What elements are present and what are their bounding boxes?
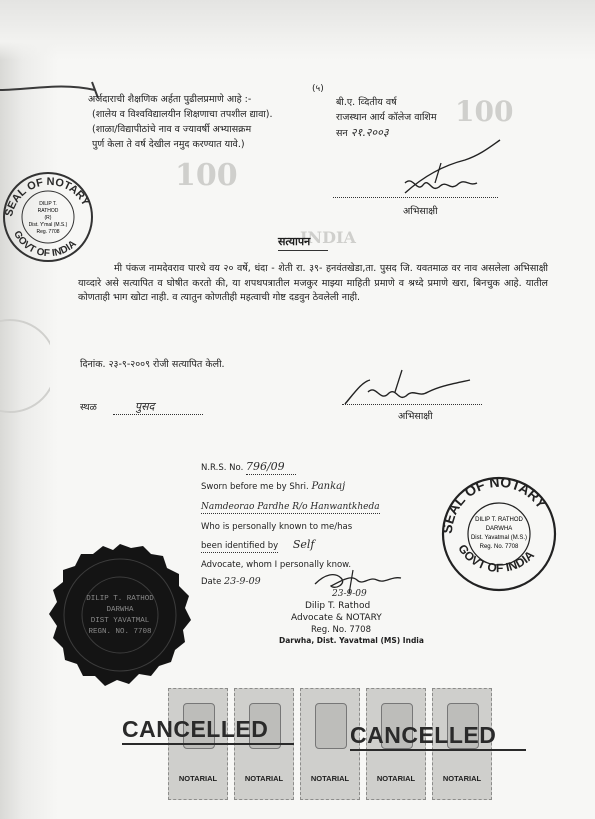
seal-center-line: DILIP T. RATHOD (475, 517, 523, 523)
sworn-label: Sworn before me by Shri. (201, 482, 309, 492)
sworn-name-line2: Namdeorao Pardhe R/o Hanwantkheda (201, 502, 380, 512)
identified-value: Self (292, 538, 315, 551)
nrs-field (201, 461, 296, 475)
seal-center-line: Reg. 7708 (36, 229, 60, 235)
watermark-rupees: 100 (175, 158, 238, 193)
qualification-note: (शालेय व विश्वविद्यालयीन शिक्षणाचा तपशील द्यावा). (92, 109, 273, 120)
seal-center-line: (R) (44, 215, 52, 221)
watermark-india: INDIA (300, 228, 356, 247)
seal-text: SEAL OF NOTARY (3, 175, 92, 218)
witness-label: अभिसाक्षी (398, 411, 433, 422)
qualification-label: अर्जदाराची शैक्षणिक अर्हता पुढीलप्रमाणे आहे :- (88, 94, 252, 105)
witness-signature (340, 362, 480, 410)
embossed-line: REGN. NO. 7708 (88, 628, 152, 636)
notary-title: Advocate & NOTARY (291, 613, 382, 623)
witness-line (342, 404, 482, 405)
affidavit-date-line: दिनांक. २३-९-२००९ रोजी सत्यापित केली. (80, 359, 225, 370)
watermark-rupees: 100 (455, 95, 514, 128)
seal-center-line: DILIP T. (39, 201, 57, 207)
embossed-line: DIST YAVATMAL (90, 617, 150, 625)
notary-address: Darwha, Dist. Yavatmal (MS) India (279, 636, 424, 645)
date-value: 23-9-09 (224, 576, 261, 587)
stamp-label: NOTARIAL (376, 774, 416, 783)
witness-signature (395, 135, 510, 205)
ashoka-emblem-icon (315, 703, 347, 749)
cancelled-underline (122, 743, 294, 745)
place-label: स्थळ (80, 402, 97, 413)
embossed-line: DARWHA (106, 606, 134, 614)
seal-center-line: Dist. Yavatmal (M.S.) (470, 535, 528, 541)
identified-field (201, 539, 314, 553)
seal-center-line: RATHOD (37, 208, 59, 214)
witness-label: अभिसाक्षी (403, 206, 438, 217)
place-field (80, 400, 203, 415)
qualification-note: (शाळा/विद्यापीठांचे नाव व ज्यावर्षी अभ्यासक्रम (92, 124, 252, 135)
affidavit-title: सत्यापन (278, 235, 311, 248)
place-value-line (113, 400, 203, 415)
seal-text: GOVT OF INDIA (11, 229, 79, 260)
embossed-line: DILIP T. RATHOD (86, 595, 154, 603)
degree: बी.ए. व्दितीय वर्ष (336, 97, 397, 108)
year-label: सन (336, 128, 348, 139)
stamp-label: NOTARIAL (244, 774, 284, 783)
faint-seal-ghost (0, 308, 50, 423)
sworn-field (201, 481, 345, 493)
stamp-label: NOTARIAL (310, 774, 350, 783)
notary-name: Dilip T. Rathod (305, 601, 371, 611)
qualification-note: पुर्ण केला ते वर्ष देखील नमुद करण्यात यावे.) (92, 139, 245, 150)
seal-center-line: DARWHA (485, 526, 513, 532)
seal-center-line: Reg. No. 7708 (479, 544, 519, 550)
place-value: पुसद (134, 400, 155, 413)
page-number: (५) (312, 84, 324, 94)
identified-label: been identified by (201, 541, 279, 551)
advocate-line: Advocate, whom I personally know. (201, 560, 352, 570)
date-field (201, 576, 261, 588)
cancelled-stamp: CANCELLED (122, 716, 269, 742)
sworn-name: Pankaj (311, 481, 346, 492)
seal-text: GOVT OF INDIA (455, 541, 537, 576)
stamp-label: NOTARIAL (178, 774, 218, 783)
cancelled-stamp: CANCELLED (350, 722, 497, 748)
cancelled-underline (350, 749, 526, 751)
top-fold (0, 0, 595, 60)
title-underline (278, 250, 328, 251)
notary-reg: Reg. No. 7708 (311, 625, 371, 635)
notary-seal-right (438, 470, 560, 595)
date-label: Date (201, 577, 222, 587)
notary-seal-left (0, 155, 95, 275)
nrs-value: 796/09 (245, 460, 285, 473)
sworn-name-line2-wrap (201, 501, 380, 514)
known-line: Who is personally known to me/has (201, 522, 353, 532)
embossed-seal (45, 540, 195, 690)
nrs-label: N.R.S. No. (201, 463, 244, 473)
year-value: २१.२००३ (350, 126, 389, 139)
seal-center-line: Dist. Y'mal (M.S.) (28, 222, 68, 228)
affidavit-paragraph: मी पंकज नामदेवराव पारधे वय २० वर्षे, धंदा - शेती रा. ३९- हनवंतखेडा,ता. पुसद जि. यवतमाळ वर नाव असलेला अभिसाक्षी याव्दारे असे सत्यापित व घोषीत करतो की, या शपथपत्रातील मजकुर माझ्या माहिती प्रमाणे व श्रध्दे प्रमाणे खरा, बिनचुक आहे. यातील कोणताही भाग खोटा नाही. व त्यातुन कोणतीही महत्वाची गोष्ट दडवुन ठेवलेली नाही. (78, 263, 548, 303)
witness-line (333, 197, 498, 198)
college: राजस्थान आर्य कॉलेज वाशिम (336, 112, 437, 123)
seal-text: SEAL OF NOTARY (438, 473, 550, 535)
notary-sign-date: 23-9-09 (332, 589, 367, 599)
stamp-label: NOTARIAL (442, 774, 482, 783)
year (336, 126, 389, 140)
